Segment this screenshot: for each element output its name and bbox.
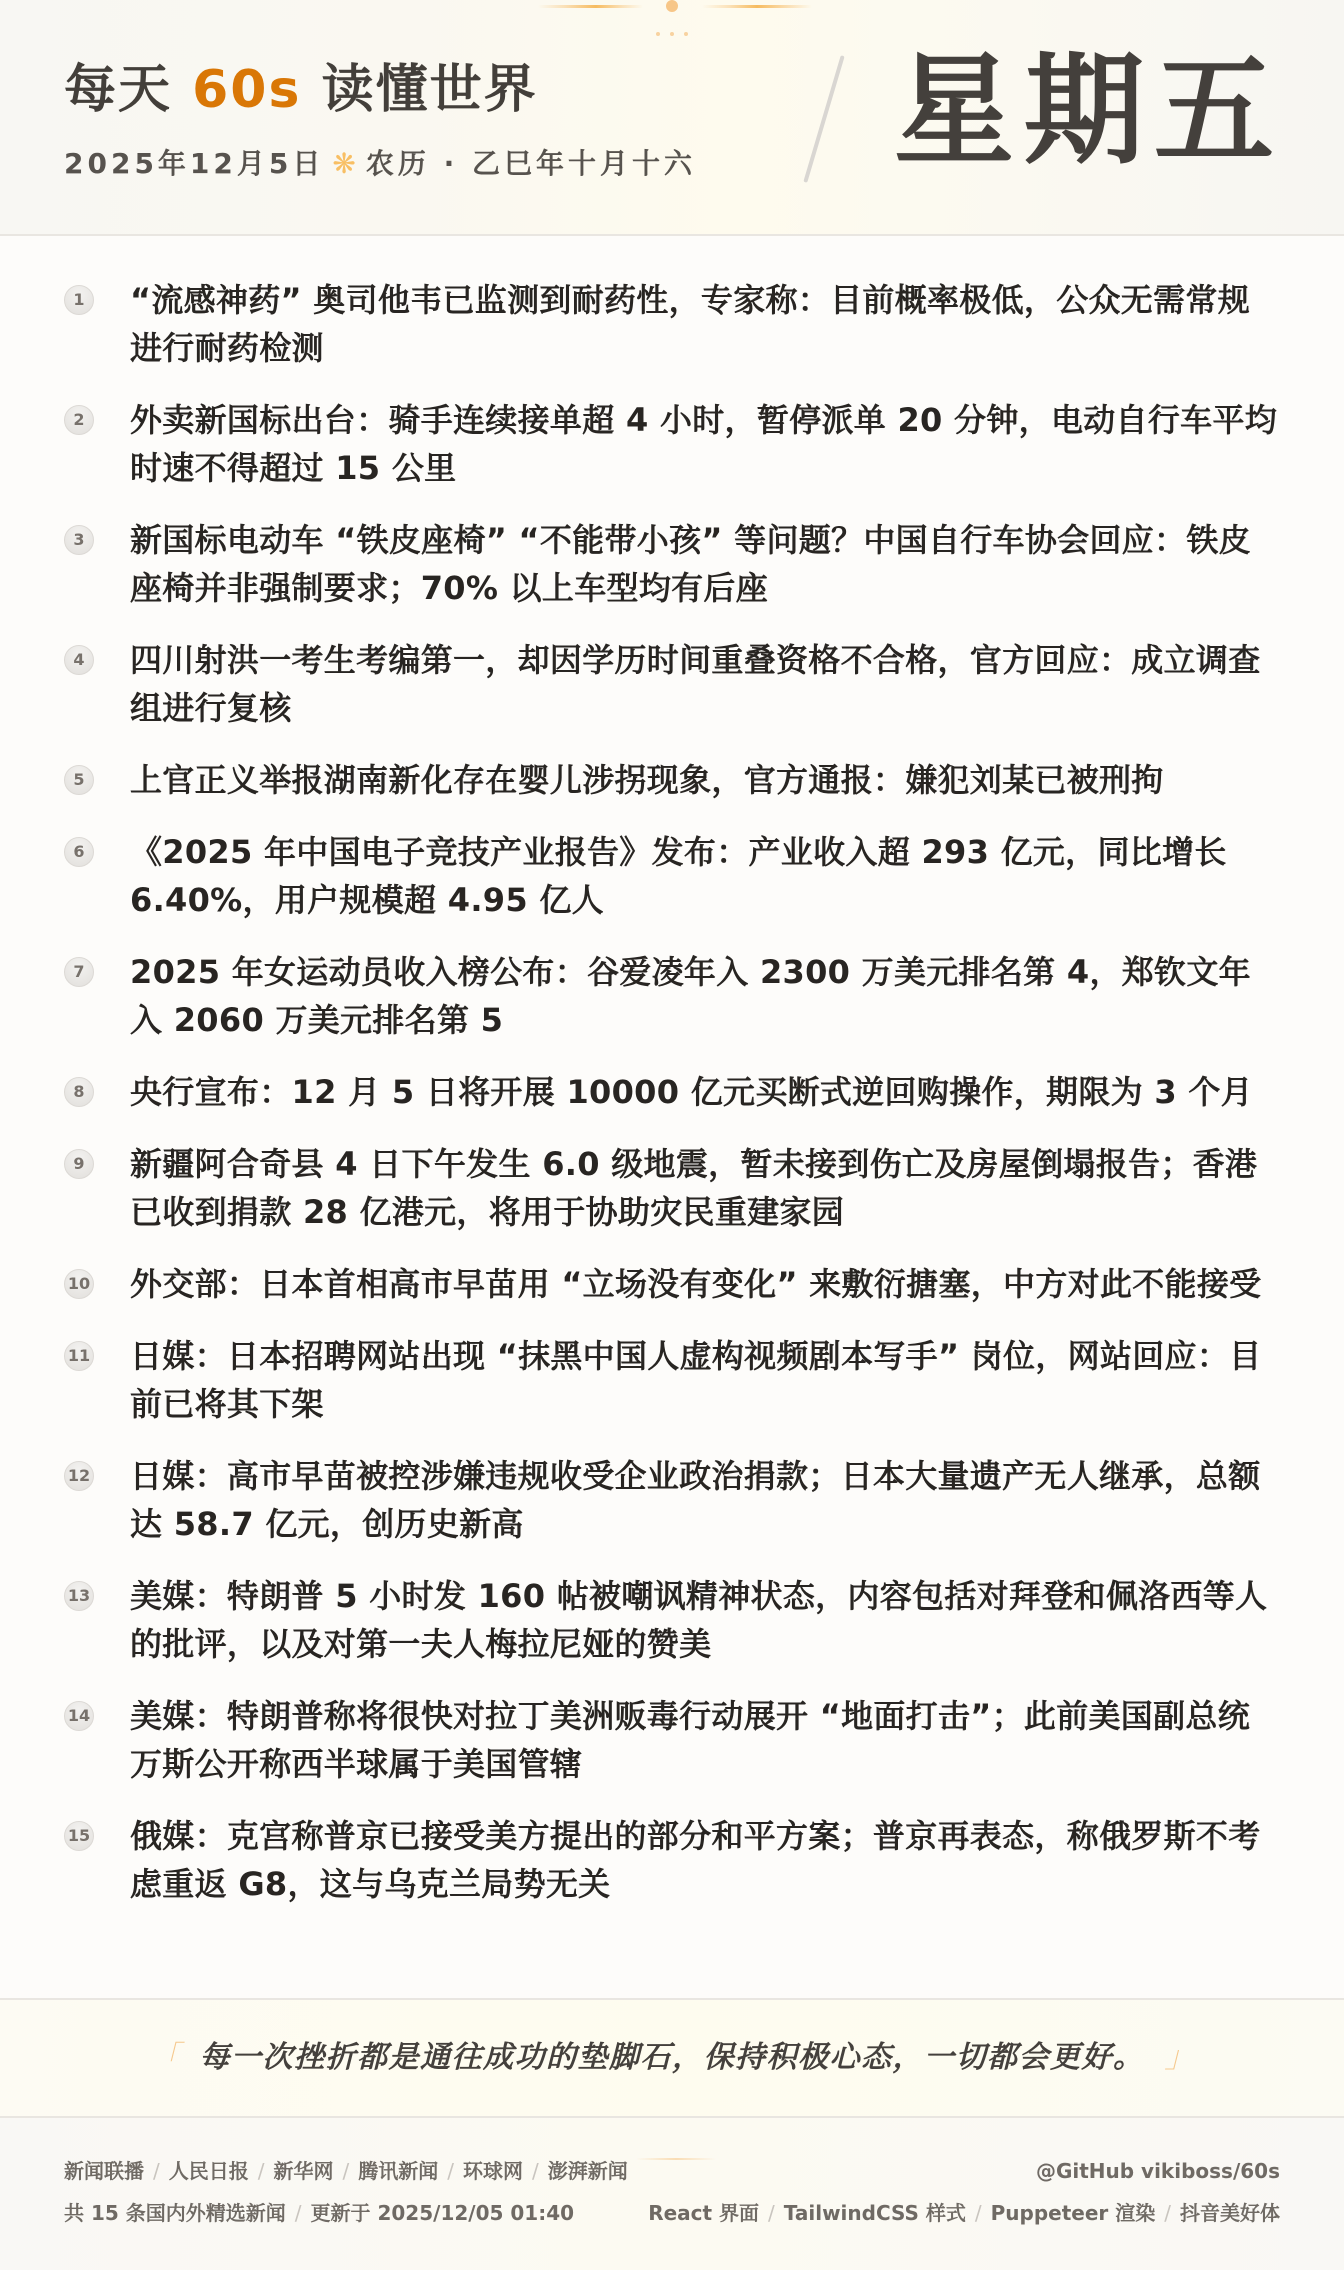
- news-headline: 美媒：特朗普 5 小时发 160 帖被嘲讽精神状态，内容包括对拜登和佩洛西等人的批评，以及对第一夫人梅拉尼娅的赞美: [130, 1577, 1268, 1663]
- close-quote-icon: 」: [1164, 2040, 1195, 2075]
- news-item: [64, 1332, 1280, 1428]
- daily-quote: [0, 1998, 1344, 2116]
- item-number-badge: 7: [64, 957, 94, 987]
- news-item: [64, 1452, 1280, 1548]
- separator: /: [257, 2159, 265, 2183]
- item-number-badge: 10: [64, 1269, 94, 1299]
- gregorian-date: 2025年12月5日: [64, 147, 325, 180]
- separator: /: [768, 2201, 775, 2225]
- date-line: [64, 146, 696, 182]
- item-number-badge: 14: [64, 1701, 94, 1731]
- star-icon: ❋: [332, 147, 356, 180]
- ornament-dot: [684, 32, 688, 36]
- github-credit: @GitHub vikiboss/60s: [1035, 2159, 1280, 2183]
- news-item: [64, 828, 1280, 924]
- news-item: [64, 396, 1280, 492]
- tech-label: React 界面: [648, 2201, 760, 2225]
- footer-row-sources: [64, 2156, 1280, 2186]
- ornament-circle: [666, 0, 678, 12]
- separator: /: [447, 2159, 454, 2183]
- separator: /: [153, 2159, 160, 2183]
- weekday: 星期五: [894, 42, 1284, 181]
- item-number-badge: 6: [64, 837, 94, 867]
- item-number-badge: 1: [64, 285, 94, 315]
- tech-stack: [648, 2198, 1280, 2228]
- news-item: [64, 276, 1280, 372]
- quote-text: 每一次挫折都是通往成功的垫脚石，保持积极心态，一切都会更好。: [199, 2040, 1145, 2075]
- title-accent: 60s: [192, 60, 302, 120]
- news-item: [64, 1692, 1280, 1788]
- separator: /: [532, 2159, 539, 2183]
- news-headline: “流感神药” 奥司他韦已监测到耐药性，专家称：目前概率极低，公众无需常规进行耐药检测: [130, 281, 1251, 367]
- item-number-badge: 8: [64, 1077, 94, 1107]
- separator: /: [974, 2201, 982, 2225]
- news-item: [64, 1260, 1280, 1308]
- news-headline: 日媒：日本招聘网站出现 “抹黑中国人虚构视频剧本写手” 岗位，网站回应：目前已将其下架: [130, 1337, 1262, 1423]
- item-number-badge: 3: [64, 525, 94, 555]
- news-item: [64, 1068, 1280, 1116]
- source-label: 澎湃新闻: [547, 2159, 628, 2183]
- separator: /: [342, 2159, 350, 2183]
- news-item: [64, 516, 1280, 612]
- news-headline: 四川射洪一考生考编第一，却因学历时间重叠资格不合格，官方回应：成立调查组进行复核: [130, 641, 1261, 727]
- news-headline: 上官正义举报湖南新化存在婴儿涉拐现象，官方通报：嫌犯刘某已被刑拘: [130, 761, 1164, 799]
- news-headline: 新疆阿合奇县 4 日下午发生 6.0 级地震，暂未接到伤亡及房屋倒塌报告；香港已收到捐款 28 亿港元，将用于协助灾民重建家园: [130, 1145, 1258, 1231]
- news-headline: 日媒：高市早苗被控涉嫌违规收受企业政治捐款；日本大量遗产无人继承，总额达 58.7 亿元，创历史新高: [130, 1457, 1261, 1543]
- news-item: [64, 948, 1280, 1044]
- source-label: 腾讯新闻: [358, 2159, 439, 2183]
- news-headline: 外交部：日本首相高市早苗用 “立场没有变化” 来敷衍搪塞，中方对此不能接受: [130, 1265, 1262, 1303]
- item-number-badge: 13: [64, 1581, 94, 1611]
- tech-label: 抖音美好体: [1180, 2201, 1280, 2225]
- item-number-badge: 12: [64, 1461, 94, 1491]
- title-prefix: 每天: [64, 60, 173, 120]
- page-title: [64, 60, 538, 120]
- item-number-badge: 2: [64, 405, 94, 435]
- news-item: [64, 1140, 1280, 1236]
- separator: /: [294, 2201, 302, 2225]
- news-headline: 美媒：特朗普称将很快对拉丁美洲贩毒行动展开 “地面打击”；此前美国副总统万斯公开称西半球属于美国管辖: [130, 1697, 1251, 1783]
- open-quote-icon: 「: [149, 2040, 180, 2075]
- news-headline: 2025 年女运动员收入榜公布：谷爱凌年入 2300 万美元排名第 4，郑钦文年入 2060 万美元排名第 5: [130, 953, 1251, 1039]
- footer-row-meta: [64, 2198, 1280, 2228]
- news-headline: 新国标电动车 “铁皮座椅” “不能带小孩” 等问题？中国自行车协会回应：铁皮座椅并非强制要求；70% 以上车型均有后座: [130, 521, 1251, 607]
- tech-label: TailwindCSS 样式: [783, 2201, 966, 2225]
- item-number-badge: 9: [64, 1149, 94, 1179]
- news-headline: 《2025 年中国电子竞技产业报告》发布：产业收入超 293 亿元，同比增长 6.40%，用户规模超 4.95 亿人: [130, 833, 1227, 919]
- divider-slash: [803, 55, 844, 183]
- ornament-line-left: [538, 5, 643, 8]
- source-label: 人民日报: [168, 2159, 249, 2183]
- news-headline: 外卖新国标出台：骑手连续接单超 4 小时，暂停派单 20 分钟，电动自行车平均时速不得超过 15 公里: [130, 401, 1278, 487]
- news-list: [0, 236, 1344, 1998]
- ornament-line-right: [702, 5, 812, 8]
- source-label: 环球网: [463, 2159, 523, 2183]
- header: [0, 0, 1344, 236]
- lunar-date: 农历 · 乙巳年十月十六: [365, 147, 696, 180]
- news-item: [64, 1812, 1280, 1908]
- item-number-badge: 4: [64, 645, 94, 675]
- news-summary: [64, 2198, 574, 2228]
- news-count: 共 15 条国内外精选新闻: [64, 2201, 286, 2225]
- news-item: [64, 756, 1280, 804]
- title-suffix: 读懂世界: [321, 60, 538, 120]
- item-number-badge: 15: [64, 1821, 94, 1851]
- tech-label: Puppeteer 渲染: [990, 2201, 1156, 2225]
- separator: /: [1164, 2201, 1171, 2225]
- source-label: 新闻联播: [64, 2159, 144, 2183]
- footer-ornament-line: [636, 2158, 716, 2160]
- ornament-dot: [656, 32, 660, 36]
- updated-time: 更新于 2025/12/05 01:40: [310, 2201, 575, 2225]
- news-sources: [64, 2156, 628, 2186]
- footer: [0, 2116, 1344, 2270]
- news-item: [64, 636, 1280, 732]
- news-item: [64, 1572, 1280, 1668]
- item-number-badge: 11: [64, 1341, 94, 1371]
- source-label: 新华网: [273, 2159, 334, 2183]
- news-headline: 央行宣布：12 月 5 日将开展 10000 亿元买断式逆回购操作，期限为 3 个月: [130, 1073, 1253, 1111]
- item-number-badge: 5: [64, 765, 94, 795]
- news-headline: 俄媒：克宫称普京已接受美方提出的部分和平方案；普京再表态，称俄罗斯不考虑重返 G8，这与乌克兰局势无关: [130, 1817, 1261, 1903]
- ornament-dot: [670, 32, 674, 36]
